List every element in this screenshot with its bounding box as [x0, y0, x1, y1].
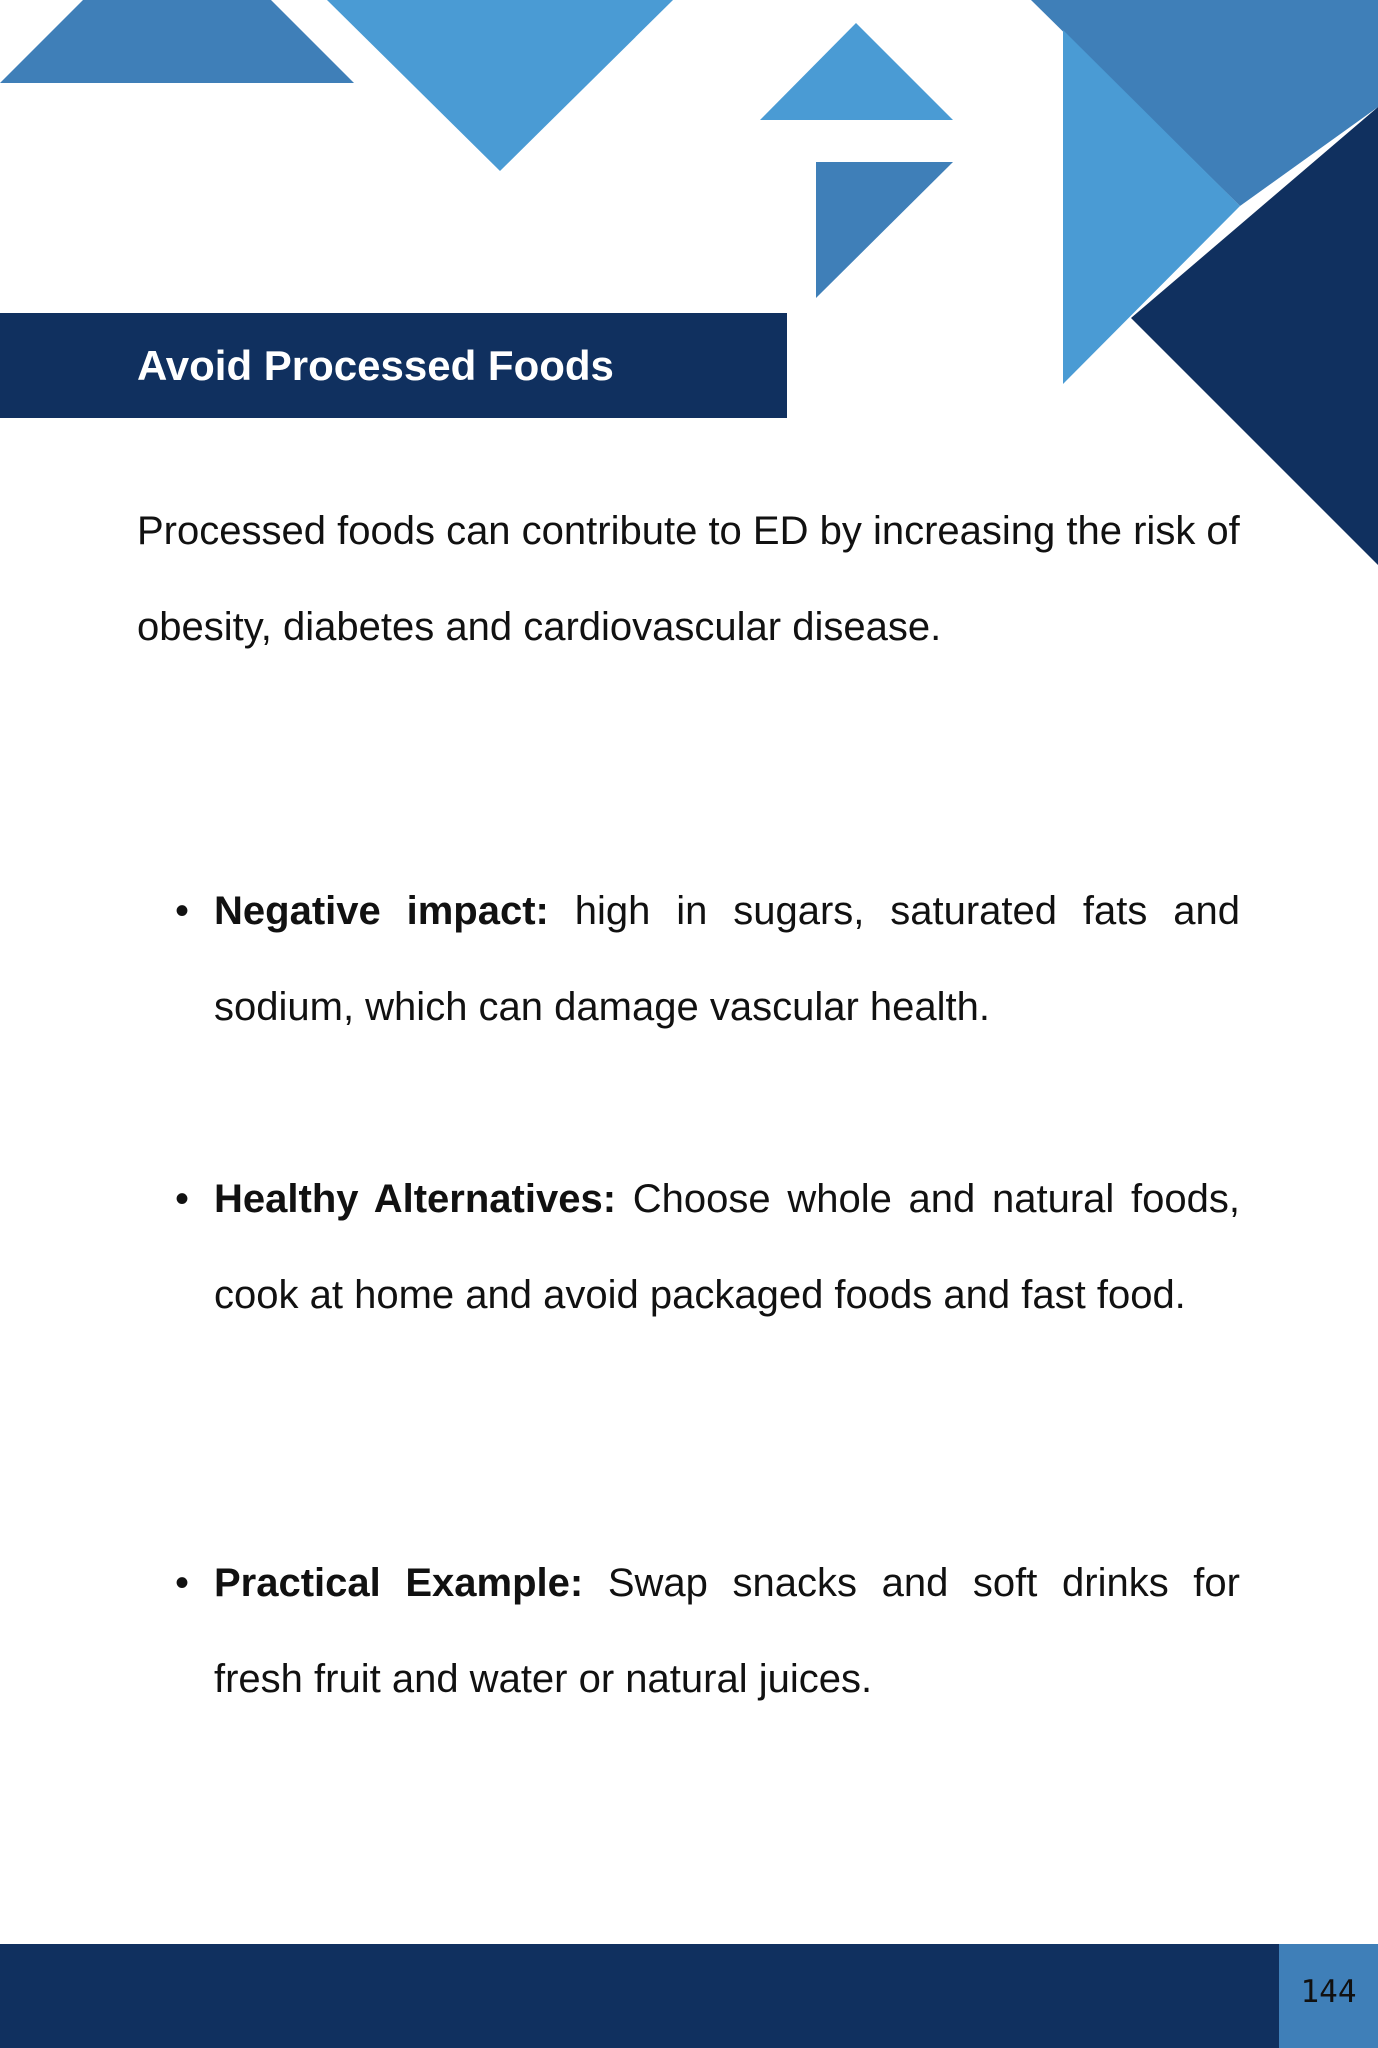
- bullet-item-negative-impact: [137, 863, 1240, 1055]
- intro-paragraph: Processed foods can contribute to ED by increasing the risk of obesity, diabetes and cardiovascular disease.: [137, 509, 1240, 649]
- bullet-body: [214, 1151, 1240, 1343]
- section-title-band: [0, 313, 787, 418]
- footer-band: [0, 1944, 1378, 2048]
- bullet-marker: •: [175, 1561, 190, 1605]
- section-title: Avoid Processed Foods: [137, 342, 614, 389]
- triangle-small-down: [816, 162, 953, 298]
- bullet-marker: •: [175, 1177, 190, 1221]
- page-number: 144: [1300, 1974, 1357, 2010]
- bullet-body: [214, 1535, 1240, 1727]
- triangle-top-center: [327, 0, 673, 171]
- bullet-item-practical-example: [137, 1535, 1240, 1727]
- triangle-top-left: [0, 0, 354, 83]
- bullet-body: [214, 863, 1240, 1055]
- bullet-marker: •: [175, 889, 190, 933]
- bullet-term: Healthy Alternatives:: [214, 1177, 617, 1221]
- bullet-term: Practical Example:: [214, 1561, 584, 1605]
- page-number-box: [1279, 1944, 1378, 2048]
- triangle-small-up: [760, 23, 953, 120]
- bullet-item-healthy-alternatives: [137, 1151, 1240, 1343]
- bullet-text: Choose whole and natural foods, cook at home and avoid packaged foods and fast food.: [214, 1177, 1240, 1317]
- bullet-text: high in sugars, saturated fats and sodium, which can damage vascular health.: [214, 889, 1240, 1029]
- bullet-text: Swap snacks and soft drinks for fresh fruit and water or natural juices.: [214, 1561, 1240, 1701]
- bullet-term: Negative impact:: [214, 889, 549, 933]
